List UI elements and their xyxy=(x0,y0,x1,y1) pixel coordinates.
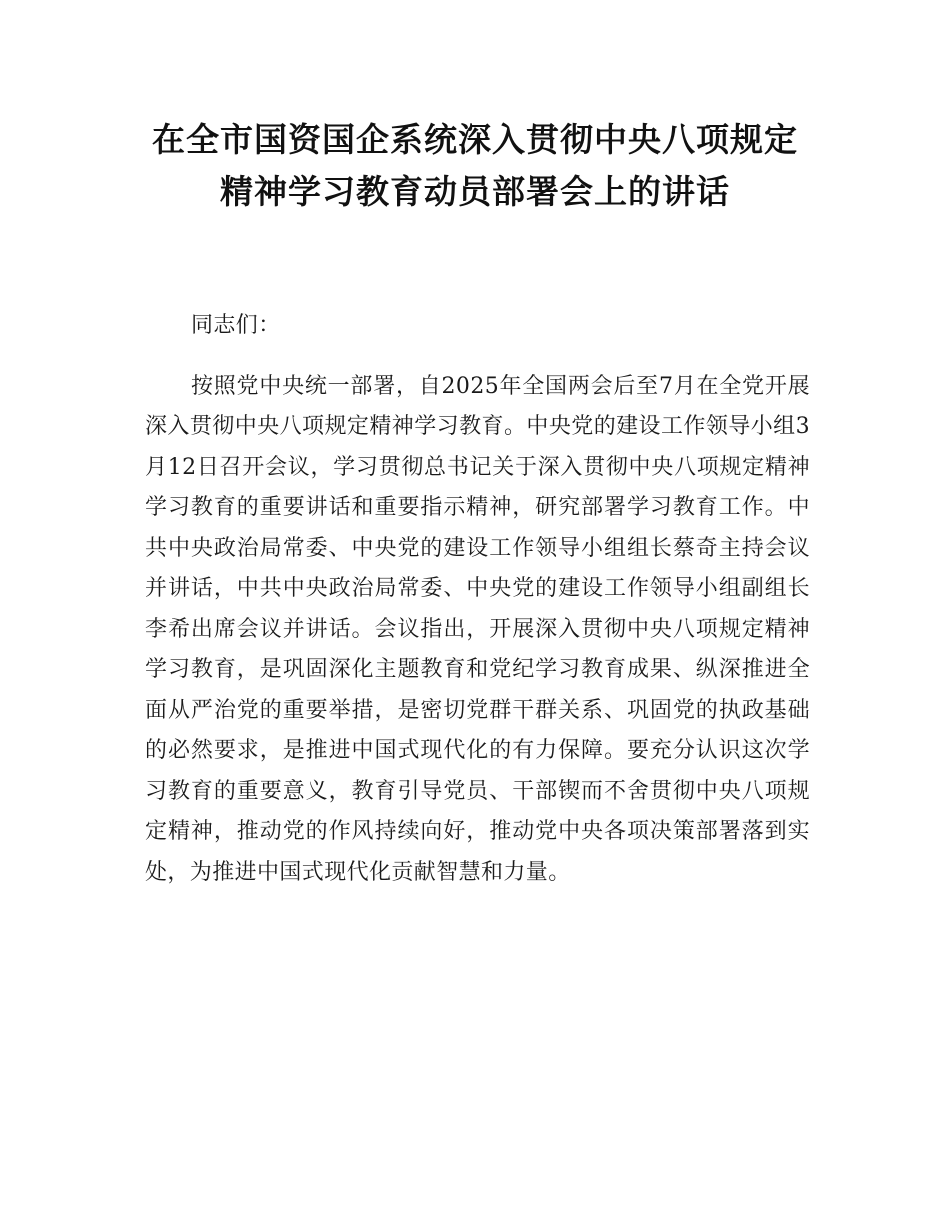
title-line-1: 在全市国资国企系统深入贯彻中央八项规定 xyxy=(152,120,798,159)
body-paragraph: 按照党中央统一部署，自2025年全国两会后至7月在全党开展深入贯彻中央八项规定精神学习教育。中央党的建设工作领导小组3月12日召开会议，学习贯彻总书记关于深入贯彻中央八项规定精神学习教育的重要讲话和重要指示精神，研究部署学习教育工作。中共中央政治局常委、中央党的建设工作领导小组组长蔡奇主持会议并讲话，中共中央政治局常委、中央党的建设工作领导小组副组长李希出席会议并讲话。会议指出，开展深入贯彻中央八项规定精神学习教育，是巩固深化主题教育和党纪学习教育成果、纵深推进全面从严治党的重要举措，是密切党群干群关系、巩固党的执政基础的必然要求，是推进中国式现代化的有力保障。要充分认识这次学习教育的重要意义，教育引导党员、干部锲而不舍贯彻中央八项规定精神，推动党的作风持续向好，推动党中央各项决策部署落到实处，为推进中国式现代化贡献智慧和力量。 xyxy=(145,373,810,885)
document-body xyxy=(145,306,810,893)
document-title xyxy=(0,114,950,218)
title-line-2: 精神学习教育动员部署会上的讲话 xyxy=(220,172,730,211)
salutation: 同志们： xyxy=(191,313,281,338)
